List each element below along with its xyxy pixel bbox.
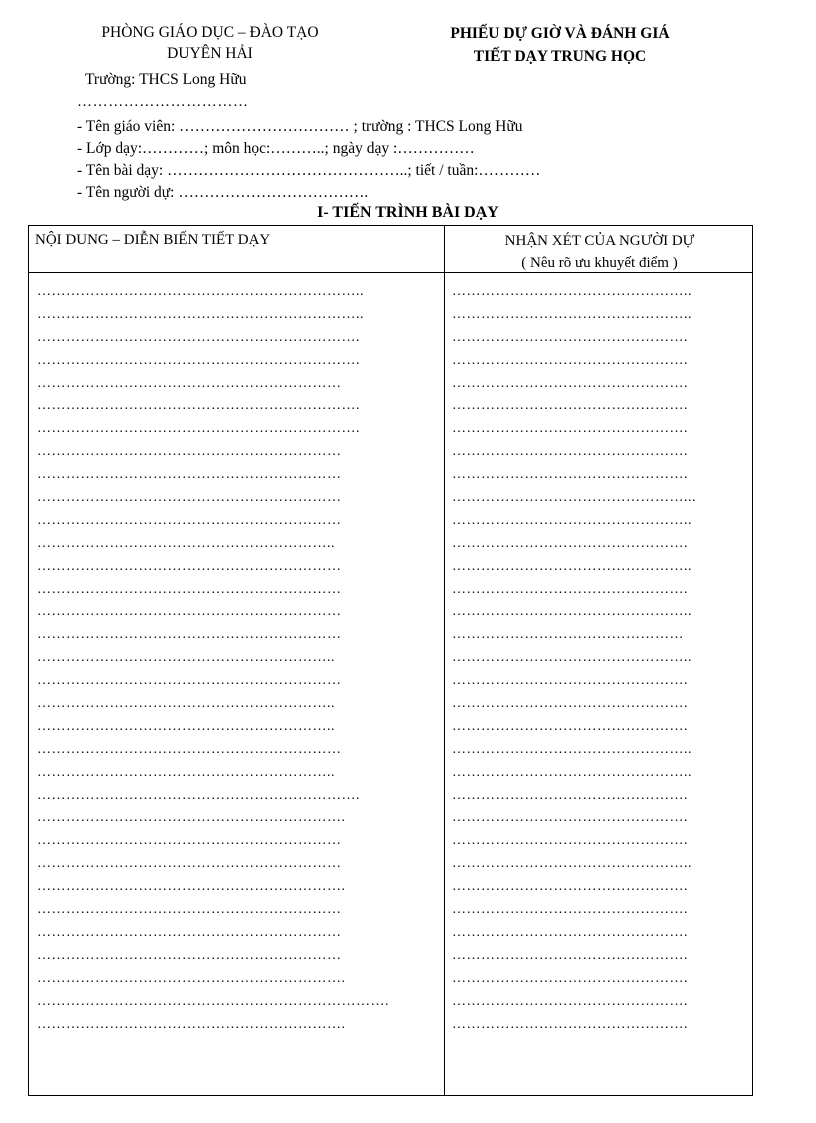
col-right-header-title: NHẬN XÉT CỦA NGƯỜI DỰ (504, 233, 695, 249)
comment-dot-line: …………………………………………. (452, 902, 688, 918)
col-left-header: NỘI DUNG – DIỄN BIẾN TIẾT DẠY (35, 232, 271, 248)
column-divider (444, 226, 445, 1095)
class-line: - Lớp dạy:…………; môn học:………..; ngày dạy :…………… (77, 140, 475, 157)
content-dot-line: ……………………………………………………… (37, 947, 342, 963)
school-name: Trường: THCS Long Hữu (85, 71, 247, 88)
col-right-header-note: ( Nêu rõ ưu khuyết điểm ) (521, 255, 678, 271)
content-dot-line: ……………………………………………………… (37, 490, 342, 506)
lesson-line: - Tên bài dạy: ………………………………………..; tiết / tuần:………… (77, 162, 541, 179)
content-dot-line: ……………………………………………………… (37, 467, 342, 483)
comment-dot-line: …………………………………………. (452, 673, 688, 689)
content-dot-line: ………………………………………………………….. (37, 306, 364, 322)
form-title (410, 22, 710, 68)
content-dot-line: ………………………………………………………. (37, 970, 346, 986)
comment-dot-line: …………………………………………. (452, 718, 688, 734)
content-dot-line: ………………………………………………………. (37, 1016, 346, 1032)
comment-dot-line: …………………………………………. (452, 535, 688, 551)
comment-dot-line: ………………………………………….. (452, 512, 692, 528)
content-dot-line: ……………………………………………………… (37, 741, 342, 757)
content-dot-line: ………………………………………………………. (37, 879, 346, 895)
comment-dot-line: ………………………………………….. (452, 741, 692, 757)
content-dot-line: ……………………………………………………… (37, 924, 342, 940)
comment-dot-line: …………………………………………. (452, 352, 688, 368)
comment-dot-line: …………………………………………. (452, 833, 688, 849)
form-title-line1: PHIẾU DỰ GIỜ VÀ ĐÁNH GIÁ (450, 25, 670, 42)
comment-dot-line: …………………………………………. (452, 993, 688, 1009)
content-dot-line: ……………………………………………………… (37, 581, 342, 597)
comment-dot-line: ………………………………………….. (452, 856, 692, 872)
content-dot-line: ………………………………………………………….. (37, 284, 364, 299)
comment-dot-line: …………………………………………. (452, 947, 688, 963)
info-block (77, 116, 540, 204)
comment-dot-line: …………………………………………. (452, 398, 688, 414)
right-column-lines (452, 281, 747, 1036)
content-dot-line: ……………………………………………………… (37, 856, 342, 872)
comment-dot-line: …………………………………………. (452, 696, 688, 712)
school-dots: …………………………… (77, 94, 249, 110)
content-dot-line: ………………………………………………………………. (37, 993, 389, 1009)
content-dot-line: …………………………………………………….. (37, 764, 335, 780)
form-title-line2: TIẾT DẠY TRUNG HỌC (473, 48, 647, 65)
comment-dot-line: ………………………………………….. (452, 306, 692, 322)
observer-line: - Tên người dự: ………………………………. (77, 184, 369, 201)
content-dot-line: ……………………………………………………… (37, 512, 342, 528)
content-dot-line: …………………………………………………………. (37, 398, 360, 414)
comment-dot-line: ………………………………………….. (452, 604, 692, 620)
comment-dot-line: …………………………………………. (452, 970, 688, 986)
content-dot-line: ……………………………………………………… (37, 604, 342, 620)
content-dot-line: ……………………………………………………… (37, 444, 342, 460)
content-dot-line: …………………………………………………………. (37, 352, 360, 368)
comment-dot-line: ………………………………………….. (452, 764, 692, 780)
left-column-lines (37, 281, 442, 1036)
section-title: I- TIẾN TRÌNH BÀI DẠY (317, 204, 499, 221)
content-dot-line: ……………………………………………………… (37, 627, 342, 643)
content-dot-line: …………………………………………………………. (37, 329, 360, 345)
content-dot-line: …………………………………………………….. (37, 696, 335, 712)
comment-dot-line: ………………………………………….. (452, 558, 692, 574)
content-dot-line: ……………………………………………………… (37, 558, 342, 574)
comment-dot-line: …………………………………………. (452, 467, 688, 483)
comment-dot-line: …………………………………………. (452, 444, 688, 460)
comment-dot-line: …………………………………………. (452, 581, 688, 597)
comment-dot-line: …………………………………………. (452, 924, 688, 940)
content-dot-line: ……………………………………………………… (37, 375, 342, 391)
comment-dot-line: …………………………………………. (452, 787, 688, 803)
comment-dot-line: ………………………………………….. (452, 284, 692, 299)
comment-dot-line: …………………………………………. (452, 1016, 688, 1032)
content-dot-line: …………………………………………………….. (37, 718, 335, 734)
org-header (60, 22, 360, 64)
content-dot-line: ………………………………………………………. (37, 810, 346, 826)
org-name: PHÒNG GIÁO DỤC – ĐÀO TẠO (101, 24, 319, 41)
lesson-table (28, 225, 753, 1096)
comment-dot-line: ………………………………………….. (452, 650, 692, 666)
comment-dot-line: ………………………………………… (452, 627, 684, 643)
content-dot-line: ……………………………………………………… (37, 902, 342, 918)
content-dot-line: ……………………………………………………… (37, 673, 342, 689)
content-dot-line: ……………………………………………………… (37, 833, 342, 849)
comment-dot-line: …………………………………………. (452, 329, 688, 345)
comment-dot-line: …………………………………………... (452, 490, 696, 506)
comment-dot-line: …………………………………………. (452, 375, 688, 391)
content-dot-line: …………………………………………………………. (37, 787, 360, 803)
org-district: DUYÊN HẢI (167, 45, 253, 62)
comment-dot-line: …………………………………………. (452, 810, 688, 826)
teacher-line: - Tên giáo viên: …………………………… ; trường : THCS Long Hữu (77, 118, 523, 135)
comment-dot-line: …………………………………………. (452, 421, 688, 437)
comment-dot-line: …………………………………………. (452, 879, 688, 895)
content-dot-line: …………………………………………………….. (37, 650, 335, 666)
content-dot-line: …………………………………………………….. (37, 535, 335, 551)
content-dot-line: …………………………………………………………. (37, 421, 360, 437)
col-right-header (447, 230, 752, 274)
